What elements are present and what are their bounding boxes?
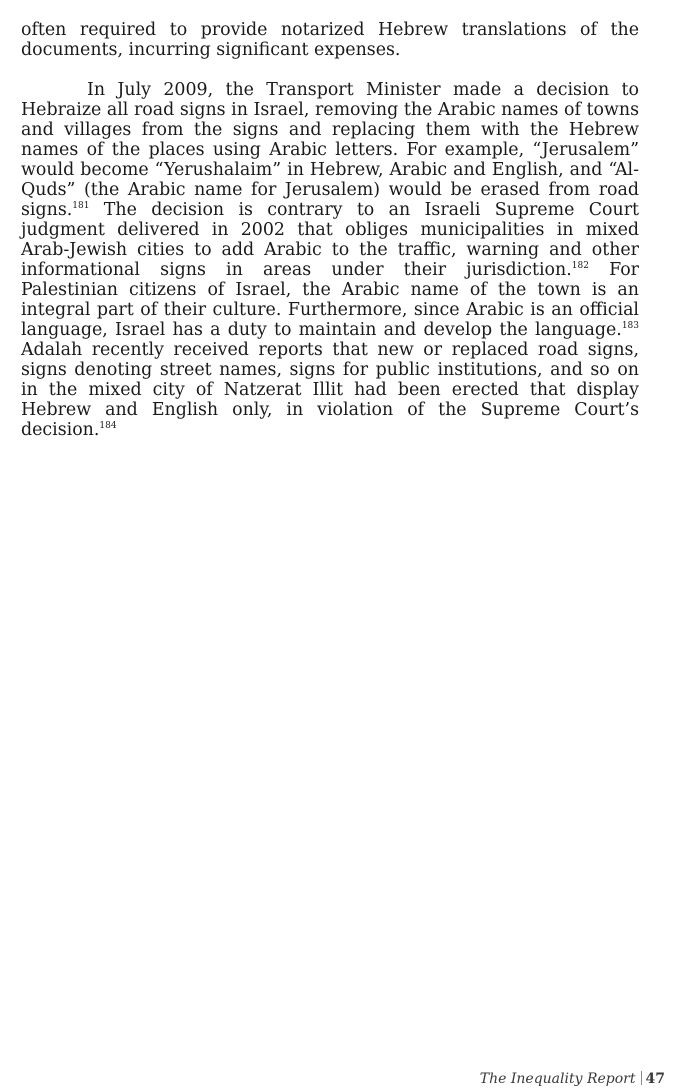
paragraph-text: Adalah recently received reports that new or replaced road signs, signs denoting street names, signs for public institutions, and so on in the mixed city of Natzerat Illit had been erected that display Hebrew and English only, in violation of the Supreme Court’s decision. [21, 340, 639, 440]
footnote-ref-182[interactable]: 182 [571, 261, 589, 271]
paragraph-continuation [21, 20, 639, 60]
page-footer [480, 1071, 665, 1087]
page-body [21, 20, 639, 440]
paragraph-text: The decision is contrary to an Israeli Supreme Court judgment delivered in 2002 that obliges municipalities in mixed Arab-Jewish cities to add Arabic to the traffic, warning and other informational signs in areas under their jurisdiction. [21, 200, 639, 280]
paragraph-text: For Palestinian citizens of Israel, the Arabic name of the town is an integral part of their culture. Furthermore, since Arabic is an official language, Israel has a duty to maintain and develop the language. [21, 260, 639, 340]
footnote-ref-181[interactable]: 181 [72, 201, 90, 211]
footnote-ref-183[interactable]: 183 [621, 321, 639, 331]
paragraph-road-signs [21, 80, 639, 440]
paragraph-text: often required to provide notarized Hebrew translations of the documents, incurring significant expenses. [21, 20, 639, 60]
page-number: 47 [645, 1071, 665, 1087]
footer-report-title: The Inequality Report [479, 1071, 636, 1087]
footer-divider [641, 1071, 642, 1085]
footnote-ref-184[interactable]: 184 [99, 421, 117, 431]
paragraph-text: In July 2009, the Transport Minister made a decision to Hebraize all road signs in Israel, removing the Arabic names of towns and villages from the signs and replacing them with the Hebrew names of the places using Arabic letters. For example, “Jerusalem” would become “Yerushalaim” in Hebrew, Arabic and English, and “Al-Quds” (the Arabic name for Jerusalem) would be erased from road signs. [21, 80, 639, 220]
